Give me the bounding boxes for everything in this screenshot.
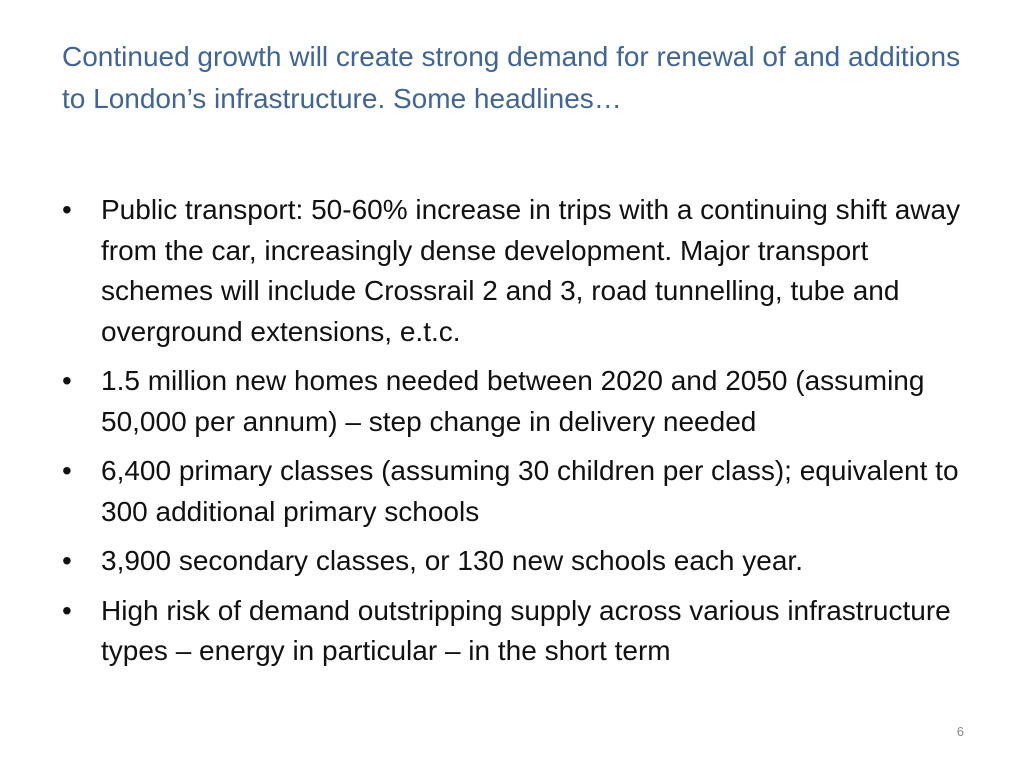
bullet-item-primary-classes — [62, 451, 962, 532]
bullet-icon: • — [62, 545, 72, 576]
bullet-item-new-homes — [62, 361, 962, 442]
bullet-text: Public transport: 50-60% increase in trips with a continuing shift away from the car, increasingly dense development. Major transport schemes will include Crossrail 2 and 3, road tunnelling, tube and overground extensions, e.t.c. — [101, 194, 961, 347]
page-number: 6 — [956, 724, 964, 739]
bullet-item-infrastructure-risk — [62, 591, 962, 672]
bullet-item-public-transport — [62, 190, 962, 352]
bullet-icon: • — [62, 194, 72, 225]
bullet-icon: • — [62, 365, 72, 396]
bullet-text: High risk of demand outstripping supply across various infrastructure types – energy in particular – in the short term — [101, 594, 951, 666]
slide-title: Continued growth will create strong demand for renewal of and additions to London’s infrastructure. Some headlines… — [62, 41, 961, 114]
bullet-text: 6,400 primary classes (assuming 30 children per class); equivalent to 300 additional primary schools — [101, 455, 959, 527]
bullet-list — [62, 190, 962, 681]
bullet-text: 1.5 million new homes needed between 2020 and 2050 (assuming 50,000 per annum) – step change in delivery needed — [101, 365, 925, 437]
bullet-item-secondary-classes — [62, 541, 962, 582]
bullet-icon: • — [62, 455, 72, 486]
bullet-text: 3,900 secondary classes, or 130 new schools each year. — [101, 545, 803, 576]
bullet-icon: • — [62, 594, 72, 626]
